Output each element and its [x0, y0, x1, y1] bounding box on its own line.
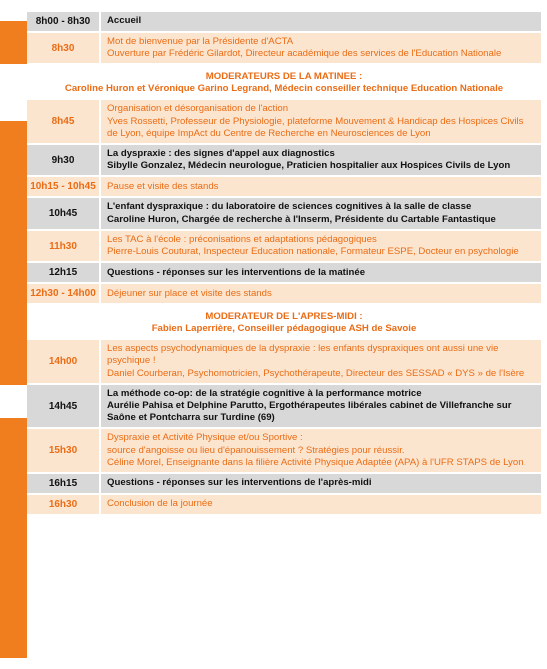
schedule-row	[27, 33, 541, 65]
session-time: 10h45	[27, 198, 99, 228]
session-time: 8h45	[27, 100, 99, 143]
session-title: Accueil	[107, 15, 142, 27]
moderator-heading: MODERATEURS DE LA MATINEE :	[205, 71, 363, 83]
schedule-row	[27, 495, 541, 516]
session-time: 9h30	[27, 145, 99, 175]
schedule-row	[27, 284, 541, 305]
schedule-row	[27, 12, 541, 33]
session-description	[101, 495, 541, 514]
session-description	[101, 385, 541, 428]
moderator-names: Fabien Laperrière, Conseiller pédagogique ASH de Savoie	[151, 323, 417, 335]
session-detail: Yves Rossetti, Professeur de Physiologie, plateforme Mouvement & Handicap des Hospices Civils de Lyon, équipe ImpAct du Centre de Recherche en Neurosciences de Lyon	[107, 115, 524, 139]
session-time: 10h15 - 10h45	[27, 177, 99, 196]
schedule-row	[27, 100, 541, 145]
session-description	[101, 231, 541, 261]
schedule-row	[27, 263, 541, 284]
schedule-row	[27, 429, 541, 474]
schedule-row	[27, 145, 541, 177]
session-title: Mot de bienvenue par la Présidente d'ACTA	[107, 36, 294, 47]
session-detail: Ouverture par Frédéric Gilardot, Directeur académique des services de l'Education Nationale	[107, 48, 502, 60]
moderator-block	[27, 305, 541, 340]
moderator-heading: MODERATEUR DE L'APRES-MIDI :	[205, 311, 363, 323]
moderator-names: Caroline Huron et Véronique Garino Legrand, Médecin conseiller technique Education Nationale	[64, 83, 504, 95]
session-detail: source d'angoisse ou lieu d'épanouissement ? Stratégies pour réussir.	[107, 444, 405, 456]
accent-bar-1	[0, 21, 27, 64]
session-time: 14h45	[27, 385, 99, 428]
session-title: Organisation et désorganisation de l'action	[107, 103, 289, 115]
session-title: La méthode co-op: de la stratégie cognitive à la performance motrice	[107, 387, 422, 399]
session-detail: Aurélie Pahisa et Delphine Parutto, Ergothérapeutes libérales cabinet de Villefranche sur Saône et Pontcharra sur Turdine (69)	[107, 400, 512, 424]
session-time: 16h15	[27, 474, 99, 493]
program-schedule	[27, 12, 541, 516]
moderator-block	[27, 65, 541, 100]
schedule-row	[27, 474, 541, 495]
session-title: Questions - réponses sur les interventions de la matinée	[107, 266, 366, 278]
session-title: Les aspects psychodynamiques de la dyspraxie : les enfants dyspraxiques ont aussi une vie psychique !	[107, 343, 499, 367]
session-time: 8h00 - 8h30	[27, 12, 99, 31]
schedule-row	[27, 231, 541, 263]
session-description	[101, 340, 541, 383]
session-description	[101, 12, 541, 31]
session-time: 11h30	[27, 231, 99, 261]
session-description	[101, 177, 541, 196]
session-title: Pause et visite des stands	[107, 180, 219, 192]
schedule-row	[27, 198, 541, 230]
session-detail: Pierre-Louis Couturat, Inspecteur Education nationale, Formateur ESPE, Docteur en psychologie	[107, 246, 519, 258]
session-detail: Sibylle Gonzalez, Médecin neurologue, Praticien hospitalier aux Hospices Civils de Lyon	[107, 160, 511, 172]
schedule-row	[27, 385, 541, 430]
session-description	[101, 284, 541, 303]
session-title: La dyspraxie : des signes d'appel aux diagnostics	[107, 148, 335, 160]
session-time: 16h30	[27, 495, 99, 514]
schedule-row	[27, 340, 541, 385]
session-description	[101, 100, 541, 143]
session-title: L'enfant dyspraxique : du laboratoire de sciences cognitives à la salle de classe	[107, 201, 472, 213]
session-description	[101, 263, 541, 282]
session-description	[101, 474, 541, 493]
session-time: 15h30	[27, 429, 99, 472]
schedule-row	[27, 177, 541, 198]
session-title: Dyspraxie et Activité Physique et/ou Sportive :	[107, 432, 303, 444]
accent-bar-2	[0, 121, 27, 385]
session-title: Questions - réponses sur les interventions de l'après-midi	[107, 477, 372, 489]
session-description	[101, 145, 541, 175]
session-time: 12h30 - 14h00	[27, 284, 99, 303]
session-description	[101, 33, 541, 63]
session-title: Conclusion de la journée	[107, 498, 213, 510]
session-detail: Daniel Courberan, Psychomotricien, Psychothérapeute, Directeur des SESSAD « DYS » de l'Isère	[107, 367, 525, 379]
session-detail: Céline Morel, Enseignante dans la filière Activité Physique Adaptée (APA) à l'UFR STAPS de Lyon	[107, 456, 524, 468]
session-description	[101, 198, 541, 228]
session-title: Déjeuner sur place et visite des stands	[107, 287, 272, 299]
session-detail: Caroline Huron, Chargée de recherche à l'Inserm, Présidente du Cartable Fantastique	[107, 213, 496, 225]
session-time: 14h00	[27, 340, 99, 383]
accent-bar-3	[0, 418, 27, 658]
session-description	[101, 429, 541, 472]
session-time: 8h30	[27, 33, 99, 63]
session-time: 12h15	[27, 263, 99, 282]
session-title: Les TAC à l'école : préconisations et adaptations pédagogiques	[107, 233, 377, 245]
